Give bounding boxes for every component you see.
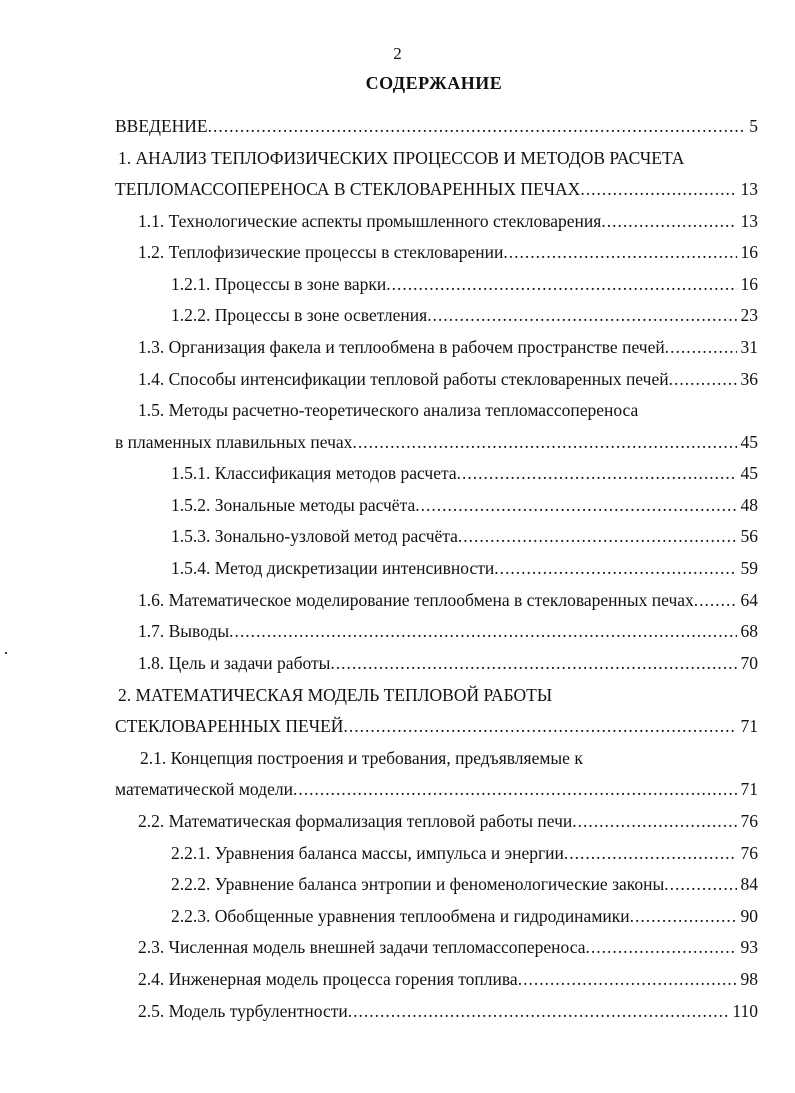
toc-entry-page: 31 (740, 337, 758, 357)
toc-entry-1-3[interactable] (115, 336, 758, 358)
scan-speck (5, 652, 7, 654)
toc-entry-label: 1.5.3. Зонально-узловой метод расчёта (171, 526, 458, 546)
toc-entry-label: 2.2.1. Уравнения баланса массы, импульса и энергии (171, 843, 564, 863)
toc-leader-dots (503, 241, 736, 263)
toc-entry-label: 1.5. Методы расчетно-теоретического анализа тепломассопереноса (138, 400, 639, 420)
toc-entry-label: в пламенных плавильных печах (115, 432, 353, 452)
toc-entry-chapter-1-line-2[interactable] (115, 178, 758, 200)
toc-entry-page: 90 (740, 906, 758, 926)
toc-entry-label: 1.5.1. Классификация методов расчета (171, 463, 457, 483)
toc-entry-page: 59 (740, 558, 758, 578)
toc-entry-label: 2. МАТЕМАТИЧЕСКАЯ МОДЕЛЬ ТЕПЛОВОЙ РАБОТЫ (118, 685, 553, 705)
toc-entry-label: 2.2.3. Обобщенные уравнения теплообмена и гидродинамики (171, 906, 630, 926)
toc-entry-label: 1.6. Математическое моделирование теплообмена в стекловаренных печах (138, 590, 694, 610)
toc-entry-label: 2.2. Математическая формализация тепловой работы печи (138, 811, 573, 831)
toc-entry-page: 48 (740, 495, 758, 515)
toc-leader-dots (665, 336, 737, 358)
toc-entry-label: ВВЕДЕНИЕ (115, 116, 208, 136)
toc-entry-label: математической модели (115, 779, 293, 799)
toc-entry-page: 16 (740, 274, 758, 294)
toc-entry-label: 2.2.2. Уравнение баланса энтропии и феноменологические законы (171, 874, 665, 894)
toc-entry-page: 64 (740, 590, 758, 610)
toc-leader-dots (386, 273, 736, 295)
toc-leader-dots (585, 936, 736, 958)
toc-entry-label: 1.2.1. Процессы в зоне варки (171, 274, 387, 294)
toc-leader-dots (293, 778, 737, 800)
toc-entry-2-1-line-1[interactable] (115, 747, 760, 769)
toc-entry-2-3[interactable] (115, 936, 758, 958)
toc-entry-label: 1.1. Технологические аспекты промышленного стекловарения (138, 211, 602, 231)
toc-entry-1-5-3[interactable] (115, 525, 758, 547)
toc-leader-dots (572, 810, 736, 832)
toc-entry-chapter-2-line-1[interactable] (118, 684, 761, 706)
toc-entry-page: 56 (740, 526, 758, 546)
toc-leader-dots (348, 1000, 729, 1022)
toc-leader-dots (352, 431, 736, 453)
toc-entry-1-2[interactable] (115, 241, 758, 263)
toc-entry-1-8[interactable] (115, 652, 758, 674)
toc-entry-chapter-1-line-1[interactable] (118, 147, 761, 169)
toc-entry-2-5[interactable] (115, 1000, 758, 1022)
toc-entry-page: 84 (740, 874, 758, 894)
toc-entry-1-4[interactable] (115, 368, 758, 390)
toc-entry-label: 2.3. Численная модель внешней задачи тепломассопереноса (138, 937, 586, 957)
toc-entry-page: 13 (740, 211, 758, 231)
toc-entry-1-5-line-1[interactable] (115, 399, 758, 421)
toc-leader-dots (330, 652, 736, 674)
toc-entry-label: 1.7. Выводы (138, 621, 230, 641)
toc-leader-dots (458, 525, 737, 547)
toc-entry-label: 1.4. Способы интенсификации тепловой работы стекловаренных печей (138, 369, 669, 389)
toc-leader-dots (564, 842, 737, 864)
toc-leader-dots (518, 968, 737, 990)
toc-entry-1-5-2[interactable] (115, 494, 758, 516)
toc-entry-chapter-2-line-2[interactable] (115, 715, 758, 737)
toc-leader-dots (664, 873, 736, 895)
toc-leader-dots (415, 494, 736, 516)
toc-entry-page: 23 (740, 305, 758, 325)
toc-entry-2-2-1[interactable] (115, 842, 758, 864)
toc-entry-2-2-3[interactable] (115, 905, 758, 927)
toc-leader-dots (229, 620, 736, 642)
toc-entry-label: 2.4. Инженерная модель процесса горения топлива (138, 969, 518, 989)
toc-entry-page: 71 (740, 779, 758, 799)
toc-entry-page: 76 (740, 811, 758, 831)
toc-entry-label: 1.2.2. Процессы в зоне осветления (171, 305, 428, 325)
toc-leader-dots (669, 368, 737, 390)
toc-entry-page: 93 (740, 937, 758, 957)
toc-entry-page: 45 (740, 463, 758, 483)
toc-leader-dots (601, 210, 736, 232)
toc-entry-label: 1.5.2. Зональные методы расчёта (171, 495, 416, 515)
toc-entry-page: 45 (740, 432, 758, 452)
toc-entry-1-2-1[interactable] (115, 273, 758, 295)
toc-entry-label: 1.8. Цель и задачи работы (138, 653, 331, 673)
toc-entry-label: 2.5. Модель турбулентности (138, 1001, 348, 1021)
toc-entry-label: 1.3. Организация факела и теплообмена в рабочем пространстве печей (138, 337, 665, 357)
toc-entry-label: ТЕПЛОМАССОПЕРЕНОСА В СТЕКЛОВАРЕННЫХ ПЕЧАХ (115, 179, 581, 199)
toc-entry-page: 76 (740, 843, 758, 863)
toc-entry-2-2[interactable] (115, 810, 758, 832)
toc-entry-introduction[interactable] (115, 115, 758, 137)
toc-leader-dots (630, 905, 737, 927)
toc-entry-page: 36 (740, 369, 758, 389)
toc-leader-dots (343, 715, 736, 737)
toc-entry-1-5-line-2[interactable] (115, 431, 758, 453)
toc-entry-page: 71 (740, 716, 758, 736)
toc-entry-page: 5 (749, 116, 758, 136)
toc-entry-1-2-2[interactable] (115, 304, 758, 326)
toc-leader-dots (457, 462, 737, 484)
toc-entry-1-5-1[interactable] (115, 462, 758, 484)
toc-entry-page: 13 (740, 179, 758, 199)
toc-entry-label: СТЕКЛОВАРЕННЫХ ПЕЧЕЙ (115, 716, 344, 736)
toc-leader-dots (494, 557, 736, 579)
toc-entry-2-2-2[interactable] (115, 873, 758, 895)
toc-entry-page: 68 (740, 621, 758, 641)
toc-entry-page: 110 (732, 1001, 758, 1021)
toc-entry-1-5-4[interactable] (115, 557, 758, 579)
toc-leader-dots (580, 178, 736, 200)
toc-entry-1-6[interactable] (115, 589, 758, 611)
toc-entry-2-4[interactable] (115, 968, 758, 990)
toc-entry-page: 98 (740, 969, 758, 989)
toc-leader-dots (427, 304, 736, 326)
toc-leader-dots (694, 589, 737, 611)
toc-entry-label: 1.2. Теплофизические процессы в стекловарении (138, 242, 504, 262)
toc-entry-label: 1. АНАЛИЗ ТЕПЛОФИЗИЧЕСКИХ ПРОЦЕССОВ И МЕТОДОВ РАСЧЕТА (118, 148, 685, 168)
page-number: 2 (393, 44, 402, 63)
toc-leader-dots (208, 115, 746, 137)
toc-entry-page: 70 (740, 653, 758, 673)
toc-title: СОДЕРЖАНИЕ (365, 73, 503, 93)
toc-entry-1-7[interactable] (115, 620, 758, 642)
toc-entry-page: 16 (740, 242, 758, 262)
toc-entry-1-1[interactable] (115, 210, 758, 232)
toc-entry-label: 1.5.4. Метод дискретизации интенсивности (171, 558, 495, 578)
toc-entry-2-1-line-2[interactable] (115, 778, 758, 800)
toc-entry-label: 2.1. Концепция построения и требования, предъявляемые к (140, 748, 583, 768)
